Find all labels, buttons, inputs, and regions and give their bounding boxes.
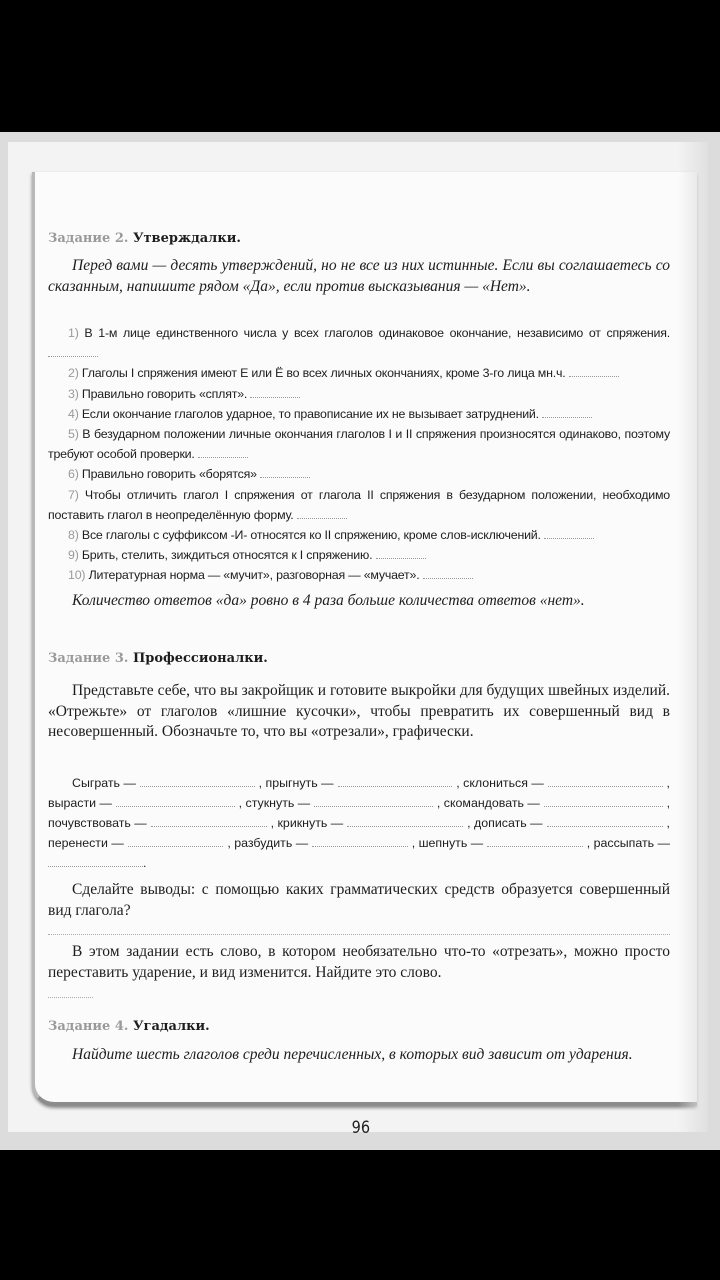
statement-number: 7) xyxy=(68,487,79,502)
answer-blank[interactable] xyxy=(151,816,267,827)
answer-blank[interactable] xyxy=(548,776,663,787)
verb-row xyxy=(48,853,670,873)
statement-text: Все глаголы с суффиксом -И- относятся ко II спряжению, кроме слов-исключений. xyxy=(81,528,541,543)
statement-item xyxy=(48,565,670,585)
statement-item xyxy=(48,384,670,404)
end-mark: . xyxy=(143,856,147,870)
statement-item xyxy=(48,545,670,565)
statement-text: Если окончание глаголов ударное, то правописание их не вызывает затруднений. xyxy=(81,406,539,421)
answer-blank[interactable] xyxy=(198,448,248,458)
answer-blank[interactable] xyxy=(423,569,473,579)
verb-label: , крикнуть — xyxy=(270,816,344,830)
statement-text: Чтобы отличить глагол I спряжения от глагола II спряжения в безударном положении, необходимо поставить глагол в неопределённую форму. xyxy=(48,487,671,522)
statement-item xyxy=(48,464,670,484)
verb-label: , рассыпать — xyxy=(586,836,670,850)
verb-rows xyxy=(48,773,670,873)
answer-blank[interactable] xyxy=(312,836,408,847)
task2-heading xyxy=(48,231,670,246)
task3-heading xyxy=(48,651,670,666)
statement-text: Брить, стелить, зиждиться относятся к I спряжению. xyxy=(81,548,373,563)
verb-label: , шепнуть — xyxy=(411,836,484,850)
statement-number: 9) xyxy=(68,548,79,563)
statement-text: Глаголы I спряжения имеют Е или Ё во всех личных окончаниях, кроме 3-го лица мн.ч. xyxy=(81,366,566,381)
statement-number: 10) xyxy=(68,568,86,583)
task3-label: Задание 3. xyxy=(48,651,129,666)
task4-heading xyxy=(48,1019,670,1034)
statement-number: 8) xyxy=(68,528,79,543)
verb-row xyxy=(48,833,670,853)
answer-blank[interactable] xyxy=(140,776,255,787)
statement-item xyxy=(48,525,670,545)
statement-text: Правильно говорить «борятся» xyxy=(81,467,257,482)
statement-number: 3) xyxy=(68,386,79,401)
answer-blank[interactable] xyxy=(48,857,143,867)
task3-extra: В этом задании есть слово, в котором необязательно что-то «отрезать», можно просто переставить ударение, и вид изменится. Найдите это слово. xyxy=(48,943,670,981)
answer-blank[interactable] xyxy=(250,388,300,398)
verb-label: , прыгнуть — xyxy=(258,776,334,790)
task4-intro: Найдите шесть глаголов среди перечисленных, в которых вид зависит от ударения. xyxy=(72,1046,633,1063)
answer-blank[interactable] xyxy=(544,529,594,539)
answer-blank[interactable] xyxy=(116,796,235,807)
statement-number: 4) xyxy=(68,406,79,421)
statement-item xyxy=(48,323,670,363)
statement-number: 2) xyxy=(68,366,79,381)
statement-list xyxy=(48,323,670,586)
task2-conclusion: Количество ответов «да» ровно в 4 раза больше количества ответов «нет». xyxy=(72,592,585,609)
verb-label: почувствовать — xyxy=(48,816,147,830)
statement-item xyxy=(48,363,670,383)
answer-blank[interactable] xyxy=(376,549,426,559)
answer-blank[interactable] xyxy=(547,816,663,827)
task2-title: Утверждалки. xyxy=(132,231,241,246)
page-shadow xyxy=(678,142,708,1132)
statement-item xyxy=(48,404,670,424)
task4-label: Задание 4. xyxy=(48,1019,129,1034)
statement-number: 1) xyxy=(68,326,79,340)
answer-line[interactable] xyxy=(48,933,670,935)
verb-label: перенести — xyxy=(48,836,124,850)
task3-question: Сделайте выводы: с помощью каких грамматических средств образуется совершенный вид глагола? xyxy=(48,881,670,919)
answer-blank[interactable] xyxy=(128,836,224,847)
task3-title: Профессионалки. xyxy=(132,651,268,666)
verb-label: , стукнуть — xyxy=(238,796,311,810)
statement-number: 6) xyxy=(68,467,79,482)
verb-label: , xyxy=(666,796,671,810)
answer-blank[interactable] xyxy=(544,796,663,807)
statement-item xyxy=(48,424,670,464)
verb-row xyxy=(48,793,670,813)
statement-item xyxy=(48,485,670,525)
verb-label: вырасти — xyxy=(48,796,112,810)
task4-title: Угадалки. xyxy=(132,1019,210,1034)
statement-text: Литературная норма — «мучит», разговорная — «мучает». xyxy=(88,568,420,583)
task3-intro: Представьте себе, что вы закройщик и готовите выкройки для будущих швейных изделий. «Отрежьте» от глаголов «лишние кусочки», чтобы превратить их совершенный вид в несовершенный. Обозначьте то, что вы «отрезали», графически. xyxy=(48,682,670,740)
statement-number: 5) xyxy=(68,427,79,442)
statement-text: В безударном положении личные окончания глаголов I и II спряжения произносятся одинаково, поэтому требуют особой проверки. xyxy=(48,427,670,462)
answer-blank[interactable] xyxy=(569,367,619,377)
verb-label: , xyxy=(666,776,670,790)
answer-blank[interactable] xyxy=(338,776,453,787)
answer-blank[interactable] xyxy=(542,408,592,418)
verb-label: , скомандовать — xyxy=(436,796,540,810)
verb-label: , склониться — xyxy=(456,776,544,790)
statement-text: В 1-м лице единственного числа у всех глаголов одинаковое окончание, независимо от спряжения. xyxy=(84,326,671,340)
task2-intro: Перед вами — десять утверждений, но не все из них истинные. Если вы соглашаетесь со сказанным, напишите рядом «Да», если против высказывания — «Нет». xyxy=(48,257,670,295)
answer-blank[interactable] xyxy=(487,836,583,847)
answer-blank[interactable] xyxy=(347,816,463,827)
verb-row xyxy=(48,813,670,833)
answer-line[interactable] xyxy=(48,996,93,998)
answer-blank[interactable] xyxy=(297,509,347,519)
task2-label: Задание 2. xyxy=(48,231,129,246)
verb-label: Сыграть — xyxy=(72,776,136,790)
answer-blank[interactable] xyxy=(260,468,310,478)
page-number: 96 xyxy=(351,1118,371,1138)
answer-blank[interactable] xyxy=(48,347,98,357)
statement-text: Правильно говорить «сплят». xyxy=(81,386,248,401)
verb-label: , xyxy=(666,816,670,830)
verb-row xyxy=(48,773,670,793)
answer-blank[interactable] xyxy=(314,796,433,807)
verb-label: , дописать — xyxy=(467,816,543,830)
verb-label: , разбудить — xyxy=(227,836,309,850)
